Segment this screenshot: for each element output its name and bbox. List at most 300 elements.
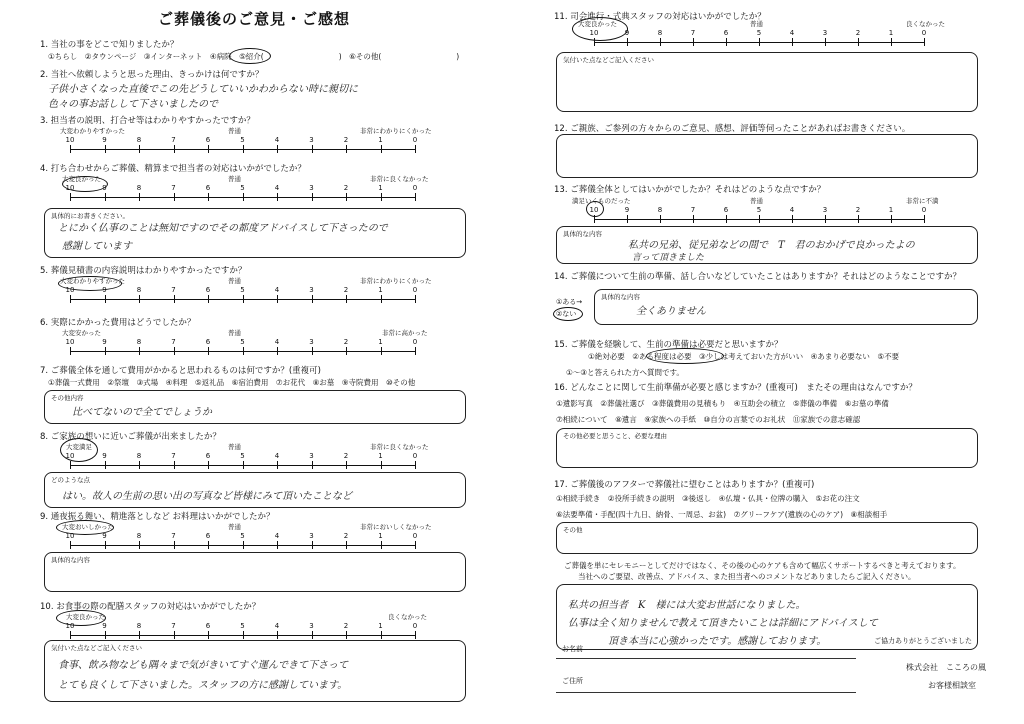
scale-worst-label: 非常においしくなかった [360,523,432,531]
scale-number: 3 [822,29,828,37]
address-line [556,692,856,693]
scale-number: 5 [240,286,245,294]
answer-circle [62,176,108,192]
scale-tick [825,215,826,223]
scale-number: 10 [65,452,75,460]
scale-number: 0 [921,206,927,214]
question-16-options: ⑦相続について ⑧遺言 ⑨家族への手紙 ⑩自分の言葉でのお礼状 ⑪家族での意志確認 [556,415,861,424]
scale-tick [415,631,416,639]
scale-tick [660,38,661,46]
scale-tick [726,38,727,46]
scale-number: 2 [343,532,349,540]
scale-tick [346,631,347,639]
rating-scale [60,127,432,157]
comment-box: 具体的にお書きください。 [44,208,466,258]
question-7-options: ①葬儀一式費用 ②祭壇 ③式場 ④料理 ⑤返礼品 ⑥宿泊費用 ⑦お花代 ⑧お墓 ⑨寺院費用 ⑩その他 [48,378,416,387]
scale-worst-label: 非常に高かった [382,329,428,337]
scale-tick [139,541,140,549]
handwritten-answer: 比べてないので全てでしょうか [72,407,212,418]
name-line [556,658,856,659]
scale-number: 7 [171,136,176,144]
scale-mid-label: 普通 [228,329,241,337]
scale-tick [415,347,416,355]
scale-tick [858,215,859,223]
scale-number: 3 [309,286,314,294]
scale-number: 8 [136,184,142,192]
scale-tick [312,631,313,639]
question-11: 11. 司会進行・式典スタッフの対応はいかがでしたか？ [554,12,766,22]
handwritten-answer: 全くありません [636,306,706,317]
scale-tick [70,145,71,153]
question-1: 1. 当社の事をどこで知りましたか？ [40,40,179,50]
scale-tick [277,461,278,469]
scale-number: 3 [309,532,314,540]
scale-tick [381,295,382,303]
thanks-text: ご協力ありがとうございました [874,637,972,645]
scale-tick [277,631,278,639]
question-17-options: ⑥法要準備・手配(四十九日、納骨、一周忌、お盆) ⑦グリーフケア(遺族の心のケア) ⑧相談相手 [556,510,888,519]
scale-tick [139,145,140,153]
scale-number: 2 [855,206,861,214]
scale-tick [174,541,175,549]
scale-number: 4 [274,286,280,294]
scale-tick [70,541,71,549]
scale-number: 0 [412,622,418,630]
scale-number: 3 [309,622,314,630]
page-gutter [508,0,516,724]
scale-number: 8 [657,29,663,37]
scale-mid-label: 普通 [228,277,241,285]
question-4: 4. 打ち合わせからご葬儀、精算まで担当者の対応はいかがでしたか？ [40,164,306,174]
scale-number: 9 [102,338,107,346]
scale-tick [627,215,628,223]
scale-number: 3 [309,184,314,192]
scale-tick [277,295,278,303]
rating-scale [62,523,432,553]
scale-tick [105,631,106,639]
scale-tick [312,461,313,469]
scale-number: 4 [274,136,280,144]
scale-number: 0 [412,532,418,540]
scale-tick [381,461,382,469]
scale-tick [858,38,859,46]
scale-number: 3 [309,136,314,144]
scale-number: 4 [274,338,280,346]
comment-box: 具体的な内容 [594,289,978,325]
question-10: 10. お食事の際の配膳スタッフの対応はいかがでしたか？ [40,602,261,612]
scale-number: 2 [343,136,349,144]
scale-best-label: 大変良かった [62,175,101,183]
scale-tick [415,295,416,303]
scale-worst-label: 非常に不満 [906,197,939,205]
scale-number: 1 [378,622,383,630]
handwritten-answer: 仏事は全く知りませんで教えて頂きたいことは詳細にアドバイスして [568,618,878,629]
scale-tick [70,631,71,639]
scale-number: 9 [102,622,107,630]
scale-number: 8 [136,286,142,294]
rating-scale [62,329,428,359]
closing-text: ご葬儀を単にセレモニーとしてだけではなく、その後の心のケアも含めて幅広くサポートするべきと考えております。 [564,561,961,570]
scale-number: 0 [412,136,418,144]
scale-number: 1 [888,29,894,37]
scale-tick [139,295,140,303]
scale-number: 5 [240,532,245,540]
scale-tick [174,631,175,639]
scale-number: 2 [343,286,349,294]
answer-circle [646,348,724,364]
question-16-options: ①遺影写真 ②葬儀社選び ③葬儀費用の見積もり ④互助会の積立 ⑤葬儀の準備 ⑥お墓の準備 [556,399,889,408]
handwritten-answer: 子供小さくなった直後でこの先どうしていいかわからない時に親切に [48,84,358,95]
scale-number: 1 [378,452,383,460]
scale-tick [243,295,244,303]
scale-mid-label: 普通 [228,175,241,183]
scale-number: 2 [343,452,349,460]
scale-tick [70,461,71,469]
handwritten-answer: 頂き本当に心強かったです。感謝しております。 [608,636,827,647]
scale-tick [277,193,278,201]
scale-number: 1 [888,206,894,214]
scale-number: 6 [205,452,211,460]
scale-tick [792,215,793,223]
scale-number: 9 [102,184,107,192]
question-17-options: ①相続手続き ②役所手続きの説明 ③後返し ④仏壇・仏具・位牌の購入 ⑤お花の注文 [556,494,860,503]
scale-number: 9 [102,532,107,540]
option-no: ②ない [556,310,577,318]
comment-box: その他必要と思うこと、必要な理由 [556,428,978,468]
company-name: 株式会社 こころの風 [906,663,986,672]
comment-box [556,134,978,178]
scale-number: 7 [690,29,696,37]
scale-tick [415,541,416,549]
scale-number: 8 [657,206,663,214]
scale-number: 10 [589,206,599,214]
comment-box: 具体的な内容 [556,226,978,264]
scale-number: 0 [921,29,927,37]
scale-tick [243,193,244,201]
scale-number: 8 [136,136,142,144]
scale-tick [243,541,244,549]
scale-tick [415,461,416,469]
scale-tick [381,541,382,549]
scale-tick [70,347,71,355]
scale-number: 6 [205,136,211,144]
answer-circle [56,520,114,535]
scale-number: 8 [136,452,142,460]
question-5: 5. 葬儀見積書の内容説明はわかりやすかったですか？ [40,266,247,276]
scale-number: 9 [102,136,107,144]
option-yes: ①ある→ [556,298,583,306]
scale-number: 1 [378,184,383,192]
scale-tick [70,295,71,303]
question-2: 2. 当社へ依頼しようと思った理由、きっかけは何ですか？ [40,70,264,80]
scale-tick [346,461,347,469]
rating-scale [572,197,939,227]
survey-page-right [516,0,1024,724]
scale-number: 8 [136,532,142,540]
question-1-options: ①ちらし ②タウンページ ③インターネット ④病院 ⑤紹介( ) ⑥その他( ) [48,52,460,61]
answer-circle [56,610,106,626]
handwritten-answer: 言って頂きました [632,253,705,263]
scale-number: 10 [65,622,75,630]
question-15: 15. ご葬儀を経験して、生前の準備は必要だと思いますか？ [554,340,783,350]
scale-number: 3 [309,338,314,346]
scale-best-label: 大変満足 [66,443,92,451]
scale-number: 1 [378,286,383,294]
scale-number: 9 [624,29,630,37]
scale-mid-label: 普通 [750,20,763,28]
scale-tick [277,347,278,355]
scale-number: 9 [102,452,107,460]
question-12: 12. ご親族、ご参列の方々からのご意見、感想、評価等伺ったことがあればお書きください。 [554,124,911,134]
scale-tick [627,38,628,46]
scale-tick [105,193,106,201]
scale-worst-label: 良くなかった [906,20,945,28]
scale-number: 7 [171,338,176,346]
answer-circle [572,17,628,41]
scale-tick [105,145,106,153]
scale-tick [825,38,826,46]
scale-mid-label: 普通 [228,523,241,531]
scale-tick [105,541,106,549]
scale-number: 0 [412,338,418,346]
handwritten-answer: 感謝しています [62,241,132,252]
scale-tick [346,295,347,303]
comment-box: どのような点 [44,472,466,508]
scale-best-label: 満足いくものだった [572,197,631,205]
scale-number: 4 [789,29,795,37]
scale-tick [105,347,106,355]
scale-tick [381,347,382,355]
scale-tick [693,38,694,46]
scale-number: 1 [378,532,383,540]
scale-worst-label: 非常に良くなかった [370,175,429,183]
scale-tick [726,215,727,223]
question-13: 13. ご葬儀全体としてはいかがでしたか？それはどのような点ですか？ [554,185,826,195]
answer-circle [58,276,122,291]
scale-tick [415,193,416,201]
scale-number: 6 [205,338,211,346]
scale-tick [139,461,140,469]
question-8: 8. ご家族の想いに近いご葬儀が出来ましたか？ [40,432,221,442]
scale-tick [660,215,661,223]
scale-number: 5 [240,184,245,192]
scale-best-label: 大変おいしかった [62,523,114,531]
scale-number: 7 [171,452,176,460]
question-16: 16. どんなことに関して生前準備が必要と感じますか？(重複可) またその理由はなんですか？ [554,383,917,393]
scale-tick [139,631,140,639]
survey-page-left [0,0,508,724]
scale-tick [243,631,244,639]
scale-worst-label: 非常に良くなかった [370,443,429,451]
scale-worst-label: 非常にわかりにくかった [360,277,432,285]
scale-number: 6 [723,29,729,37]
department-name: お客様相談室 [928,681,976,690]
rating-scale [578,20,945,50]
handwritten-answer: 私共の兄弟、従兄弟などの間で T 君のおかげで良かったよの [628,240,915,251]
scale-tick [891,215,892,223]
scale-mid-label: 普通 [228,127,241,135]
scale-tick [346,193,347,201]
question-15-followup: ①〜③と答えられた方へ質問です。 [566,368,684,377]
scale-number: 4 [274,532,280,540]
scale-tick [312,347,313,355]
scale-number: 8 [136,622,142,630]
scale-tick [174,295,175,303]
scale-number: 3 [822,206,828,214]
answer-circle [229,48,271,64]
handwritten-answer: はい。故人の生前の思い出の写真など皆様にみて頂いたことなど [62,491,352,502]
scale-tick [312,193,313,201]
scale-number: 0 [412,184,418,192]
scale-best-label: 大変良かった [578,20,617,28]
scale-number: 1 [378,338,383,346]
scale-number: 2 [343,184,349,192]
comment-box: 気付いた点などご記入ください [44,640,466,702]
scale-number: 10 [65,136,75,144]
rating-scale [65,443,429,473]
comment-box: その他内容 [44,390,466,424]
scale-tick [346,541,347,549]
scale-tick [312,145,313,153]
scale-tick [208,295,209,303]
scale-tick [891,38,892,46]
scale-number: 0 [412,452,418,460]
scale-mid-label: 普通 [750,197,763,205]
scale-tick [415,145,416,153]
scale-number: 7 [171,184,176,192]
handwritten-answer: とにかく仏事のことは無知ですのでその都度アドバイスして下さったので [58,223,388,234]
answer-circle [60,438,98,462]
scale-number: 9 [102,286,107,294]
name-label: お名前 [562,645,583,653]
question-15-options: ①絶対必要 ②ある程度は必要 ③少しは考えておいた方がいい ④あまり必要ない ⑤不要 [588,352,900,361]
scale-number: 1 [378,136,383,144]
question-17: 17. ご葬儀後のアフターで葬儀社に望むことはありますか？(重複可) [554,480,815,490]
comment-box: その他 [556,522,978,554]
scale-tick [792,38,793,46]
scale-tick [208,193,209,201]
page-title: ご葬儀後のご意見・ご感想 [157,10,350,28]
scale-number: 5 [756,29,762,37]
scale-number: 3 [309,452,314,460]
scale-tick [924,215,925,223]
handwritten-answer: 色々の事お話しして下さいましたので [48,99,218,110]
answer-circle [553,307,583,321]
scale-tick [105,295,106,303]
handwritten-answer: 食事、飲み物なども隅々まで気がきいてすぐ運んできて下さって [58,660,348,671]
scale-tick [381,145,382,153]
scale-tick [759,215,760,223]
scale-number: 6 [205,532,211,540]
scale-tick [346,145,347,153]
scale-tick [277,541,278,549]
scale-number: 2 [855,29,861,37]
scale-number: 9 [624,206,630,214]
scale-tick [381,631,382,639]
scale-best-label: 大変良かった [66,613,105,621]
scale-number: 4 [274,452,280,460]
scale-tick [208,461,209,469]
scale-tick [381,193,382,201]
question-7: 7. ご葬儀全体を通して費用がかかると思われるものは何ですか？(重複可) [40,366,321,376]
scale-tick [243,145,244,153]
scale-number: 2 [343,622,349,630]
handwritten-answer: 私共の担当者 K 様には大変お世話になりました。 [568,600,806,611]
scale-number: 5 [240,622,245,630]
scale-number: 4 [274,184,280,192]
scale-number: 6 [205,622,211,630]
scale-tick [208,347,209,355]
scale-tick [924,38,925,46]
question-9: 9. 通夜振る舞い、精進落としなど お料理はいかがでしたか？ [40,512,275,522]
scale-tick [70,193,71,201]
scale-tick [243,347,244,355]
scale-number: 7 [690,206,696,214]
question-3: 3. 担当者の説明、打合せ等はわかりやすかったですか？ [40,116,255,126]
scale-number: 4 [789,206,795,214]
scale-number: 10 [65,532,75,540]
scale-tick [243,461,244,469]
scale-tick [174,145,175,153]
scale-number: 8 [136,338,142,346]
question-14: 14. ご葬儀について生前の準備、話し合いなどしていたことはありますか？それはどのようなことですか？ [554,272,962,282]
scale-number: 10 [65,184,75,192]
scale-tick [312,295,313,303]
scale-tick [312,541,313,549]
scale-number: 6 [205,184,211,192]
scale-worst-label: 非常にわかりにくかった [360,127,432,135]
scale-number: 6 [205,286,211,294]
scale-worst-label: 良くなかった [388,613,427,621]
address-label: ご住所 [562,677,583,685]
scale-tick [208,145,209,153]
scale-number: 5 [240,338,245,346]
scale-tick [174,461,175,469]
scale-number: 7 [171,532,176,540]
scale-best-label: 大変安かった [62,329,101,337]
scale-tick [346,347,347,355]
scale-tick [174,193,175,201]
scale-number: 5 [756,206,762,214]
scale-number: 5 [240,136,245,144]
scale-tick [277,145,278,153]
question-6: 6. 実際にかかった費用はどうでしたか？ [40,318,196,328]
scale-number: 5 [240,452,245,460]
handwritten-answer: とても良くして下さいました。スタッフの方に感謝しています。 [58,680,348,691]
rating-scale [62,175,429,205]
scale-tick [693,215,694,223]
scale-tick [208,631,209,639]
scale-tick [208,541,209,549]
scale-best-label: 大変わかりやすかった [60,127,125,135]
scale-number: 0 [412,286,418,294]
scale-best-label: 大変わかりやすかった [60,277,125,285]
scale-tick [139,347,140,355]
scale-number: 10 [65,286,75,294]
scale-mid-label: 普通 [228,443,241,451]
scale-tick [139,193,140,201]
scale-tick [174,347,175,355]
closing-text: 当社へのご要望、改善点、アドバイス、また担当者へのコメントなどありましたらご記入ください。 [578,572,916,581]
scale-number: 10 [589,29,599,37]
comment-box: 具体的な内容 [44,552,466,592]
scale-number: 2 [343,338,349,346]
answer-circle [586,201,604,217]
scale-number: 10 [65,338,75,346]
scale-number: 7 [171,286,176,294]
scale-number: 7 [171,622,176,630]
scale-number: 6 [723,206,729,214]
